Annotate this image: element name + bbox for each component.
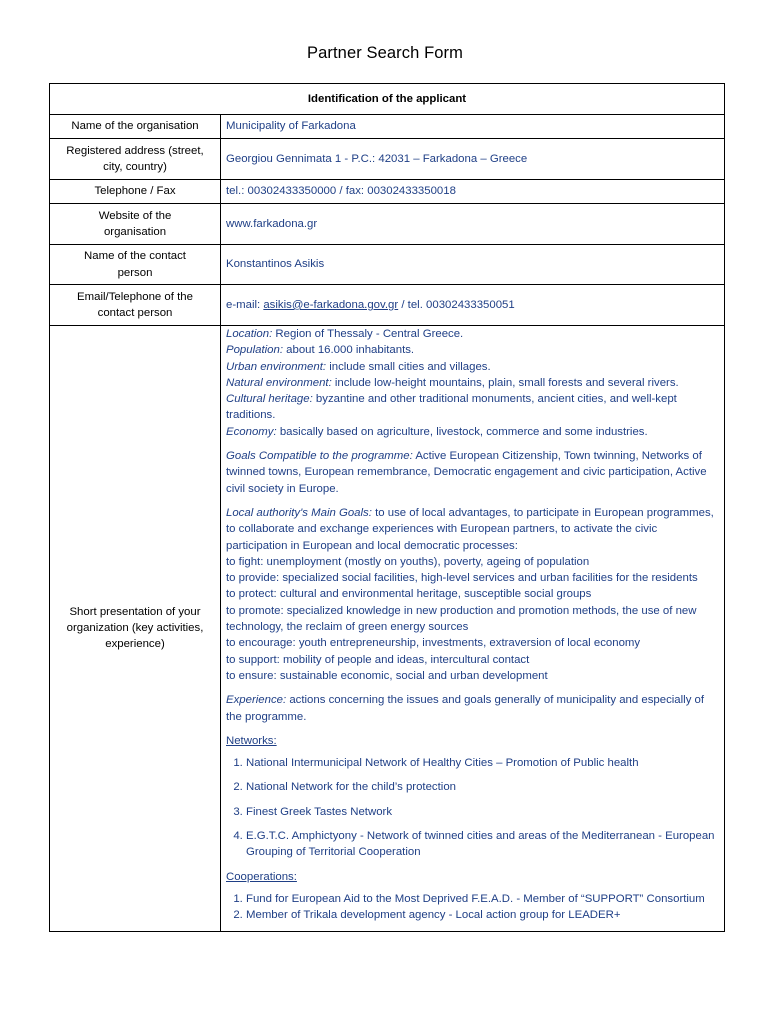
goal-line: to ensure: sustainable economic, social and urban development	[226, 669, 548, 682]
urban-key: Urban environment:	[226, 360, 327, 373]
list-item: 4. E.G.T.C. Amphictyony - Network of twinned cities and areas of the Mediterranean - European Grouping of Territorial Cooperation	[246, 828, 719, 861]
org-name-label: Name of the organisation	[50, 115, 221, 139]
email-value	[221, 285, 725, 326]
economy-line	[226, 424, 719, 440]
networks-list	[226, 755, 719, 860]
location-line	[226, 326, 719, 342]
cooperations-heading: Cooperations:	[226, 870, 297, 883]
local-goals-intro	[226, 505, 719, 554]
email-link[interactable]: asikis@e-farkadona.gov.gr	[263, 298, 399, 311]
goal-line: to protect: cultural and environmental heritage, susceptible social groups	[226, 588, 592, 601]
email-label-line2: contact person	[97, 307, 173, 319]
section-header-row	[50, 84, 725, 115]
list-item: 2. National Network for the child’s protection	[246, 779, 719, 795]
page-title: Partner Search Form	[307, 44, 463, 62]
row-email	[50, 285, 725, 326]
economy-key: Economy:	[226, 425, 277, 438]
partner-form-table	[49, 83, 725, 932]
address-label-line2: city, country)	[103, 161, 167, 173]
email-label-line1: Email/Telephone of the	[77, 290, 193, 303]
population-text: about 16.000 inhabitants.	[283, 344, 415, 357]
row-presentation	[50, 326, 725, 932]
presentation-label-line1: Short presentation of your	[69, 605, 201, 618]
population-line	[226, 342, 719, 358]
presentation-label-line3: experience)	[105, 638, 165, 651]
cultural-key: Cultural heritage:	[226, 393, 313, 406]
website-label	[50, 204, 221, 245]
goals-paragraph	[226, 448, 719, 497]
row-telephone	[50, 180, 725, 204]
profile-paragraph	[226, 326, 719, 440]
list-item: 2. Member of Trikala development agency - Local action group for LEADER+	[246, 907, 719, 923]
website-label-line2: organisation	[103, 226, 167, 238]
email-label	[50, 285, 221, 326]
website-label-line1: Website of the	[98, 209, 172, 222]
presentation-content	[221, 326, 725, 932]
row-website	[50, 204, 725, 245]
goal-line: to promote: specialized knowledge in new production and promotion methods, the use of new technology, the reclaim of green energy sources	[226, 604, 697, 634]
org-name-value: Municipality of Farkadona	[221, 115, 725, 139]
cooperations-list	[226, 891, 719, 924]
location-text: Region of Thessaly - Central Greece.	[272, 328, 464, 340]
cultural-text: byzantine and other traditional monuments, ancient cities, and well-kept traditions.	[226, 393, 677, 422]
urban-line	[226, 359, 719, 375]
cultural-line	[226, 391, 719, 424]
goal-line: to encourage: youth entrepreneurship, investments, extraversion of local economy	[226, 637, 641, 650]
contact-label	[50, 245, 221, 285]
goals-key: Goals Compatible to the programme:	[226, 450, 413, 463]
list-item: 1. Fund for European Aid to the Most Deprived F.E.A.D. - Member of “SUPPORT” Consortium	[246, 891, 719, 907]
contact-label-line2: person	[117, 266, 153, 279]
address-label	[50, 139, 221, 180]
contact-label-line1: Name of the contact	[84, 250, 186, 263]
experience-paragraph	[226, 692, 719, 725]
email-prefix: e-mail:	[226, 298, 264, 311]
row-organisation-name	[50, 115, 725, 139]
location-key: Location:	[226, 328, 273, 340]
goal-line: to fight: unemployment (mostly on youths), poverty, ageing of population	[226, 555, 590, 568]
local-goals-text: to use of local advantages, to participate in European programmes, to collaborate and exchange experiences with European partners, to activate the civic participation in European and local democratic processes:	[226, 506, 714, 552]
address-label-line1: Registered address (street,	[66, 144, 204, 157]
row-address	[50, 139, 725, 180]
address-value: Georgiou Gennimata 1 - P.C.: 42031 – Farkadona – Greece	[221, 139, 725, 180]
website-value[interactable]: www.farkadona.gr	[221, 204, 725, 245]
contact-value: Konstantinos Asikis	[221, 245, 725, 285]
goal-line: to provide: specialized social facilities, high-level services and urban facilities for the residents	[226, 572, 698, 585]
population-key: Population:	[226, 344, 283, 357]
goals-text: Active European Citizenship, Town twinning, Networks of twinned towns, European remembrance, Democratic engagement and civic participation, Active civil society in Europe.	[226, 450, 707, 495]
urban-text: include small cities and villages.	[326, 360, 491, 373]
row-contact-person	[50, 245, 725, 285]
list-item: 1. National Intermunicipal Network of Healthy Cities – Promotion of Public health	[246, 755, 719, 771]
local-goals-key: Local authority's Main Goals:	[226, 506, 372, 519]
natural-key: Natural environment:	[226, 376, 332, 389]
economy-text: basically based on agriculture, livestock, commerce and some industries.	[276, 425, 648, 438]
email-suffix: / tel. 00302433350051	[398, 298, 515, 311]
natural-line	[226, 375, 719, 391]
natural-text: include low-height mountains, plain, small forests and several rivers.	[331, 376, 679, 389]
experience-key: Experience:	[226, 694, 287, 707]
goal-line: to support: mobility of people and ideas, intercultural contact	[226, 653, 530, 666]
presentation-label	[50, 326, 221, 932]
telephone-value: tel.: 00302433350000 / fax: 00302433350018	[221, 180, 725, 204]
local-goals-paragraph	[226, 505, 719, 684]
telephone-label: Telephone / Fax	[50, 180, 221, 204]
networks-heading: Networks:	[226, 734, 277, 747]
section-header: Identification of the applicant	[50, 84, 725, 115]
presentation-label-line2: organization (key activities,	[66, 622, 204, 635]
experience-text: actions concerning the issues and goals generally of municipality and especially of the programme.	[226, 694, 705, 723]
list-item: 3. Finest Greek Tastes Network	[246, 804, 719, 820]
